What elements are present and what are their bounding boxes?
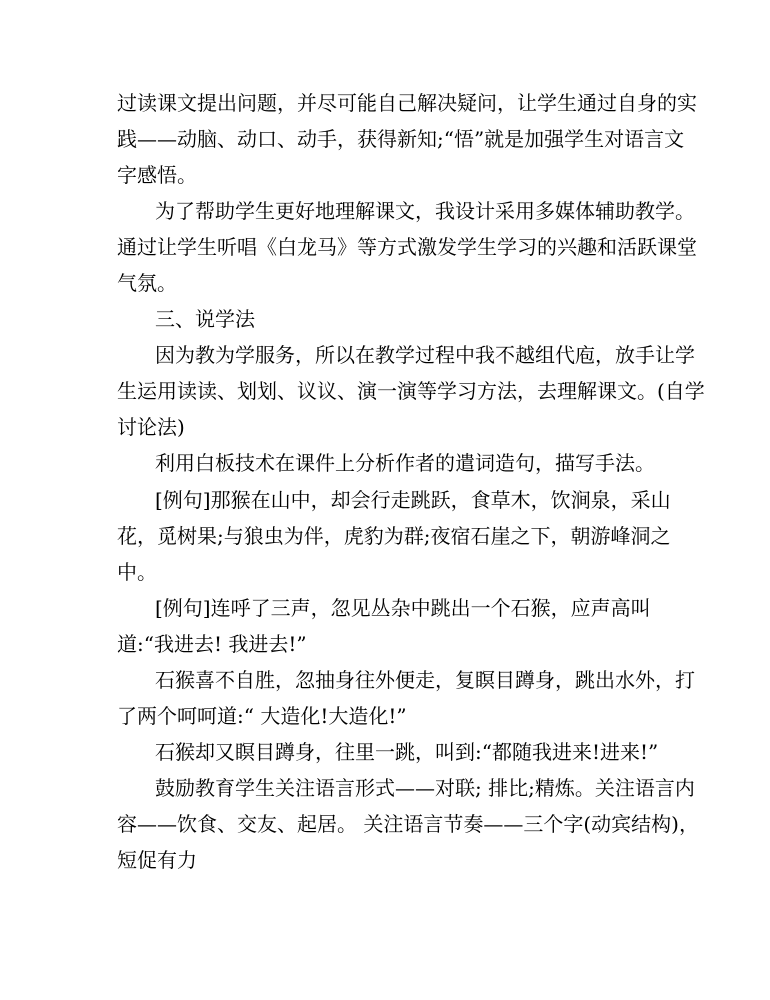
text-line: 了两个呵呵道:“ 大造化!大造化!” bbox=[117, 704, 407, 728]
example-line: [例句]连呼了三声，忽见丛杂中跳出一个石猴，应声高叫 bbox=[155, 596, 651, 620]
text-line: 利用白板技术在课件上分析作者的遣词造句，描写手法。 bbox=[155, 451, 655, 475]
example-line: 道:“我进去! 我进去!” bbox=[117, 632, 307, 656]
text-line: 石猴却又瞑目蹲身，往里一跳，叫到:“都随我进来!进来!” bbox=[155, 740, 659, 764]
text-line: 讨论法) bbox=[117, 415, 185, 439]
text-line: 因为教为学服务，所以在教学过程中我不越组代庖，放手让学 bbox=[155, 343, 695, 367]
text-line: 通过让学生听唱《白龙马》等方式激发学生学习的兴趣和活跃课堂 bbox=[117, 235, 697, 259]
text-line: 字感悟。 bbox=[117, 163, 197, 187]
text-line: 为了帮助学生更好地理解课文，我设计采用多媒体辅助教学。 bbox=[155, 199, 695, 223]
text-line: 生运用读读、划划、议议、演一演等学习方法，去理解课文。(自学 bbox=[117, 379, 705, 403]
text-line: 鼓励教育学生关注语言形式——对联; 排比;精炼。关注语言内 bbox=[155, 776, 695, 800]
text-line: 气氛。 bbox=[117, 271, 177, 295]
example-line: [例句]那猴在山中，却会行走跳跃，食草木，饮涧泉，采山 bbox=[155, 488, 671, 512]
example-line: 花，觅树果;与狼虫为伴，虎豹为群;夜宿石崖之下，朝游峰洞之 bbox=[117, 524, 671, 548]
section-heading: 三、说学法 bbox=[155, 307, 255, 331]
text-line: 过读课文提出问题，并尽可能自己解决疑问，让学生通过自身的实 bbox=[117, 91, 697, 115]
text-line: 容——饮食、交友、起居。 关注语言节奏——三个字(动宾结构)， bbox=[117, 812, 699, 836]
example-line: 中。 bbox=[117, 560, 157, 584]
text-line: 短促有力 bbox=[117, 848, 197, 872]
text-line: 践——动脑、动口、动手，获得新知;“悟”就是加强学生对语言文 bbox=[117, 127, 685, 151]
text-line: 石猴喜不自胜，忽抽身往外便走，复瞑目蹲身，跳出水外，打 bbox=[155, 668, 695, 692]
